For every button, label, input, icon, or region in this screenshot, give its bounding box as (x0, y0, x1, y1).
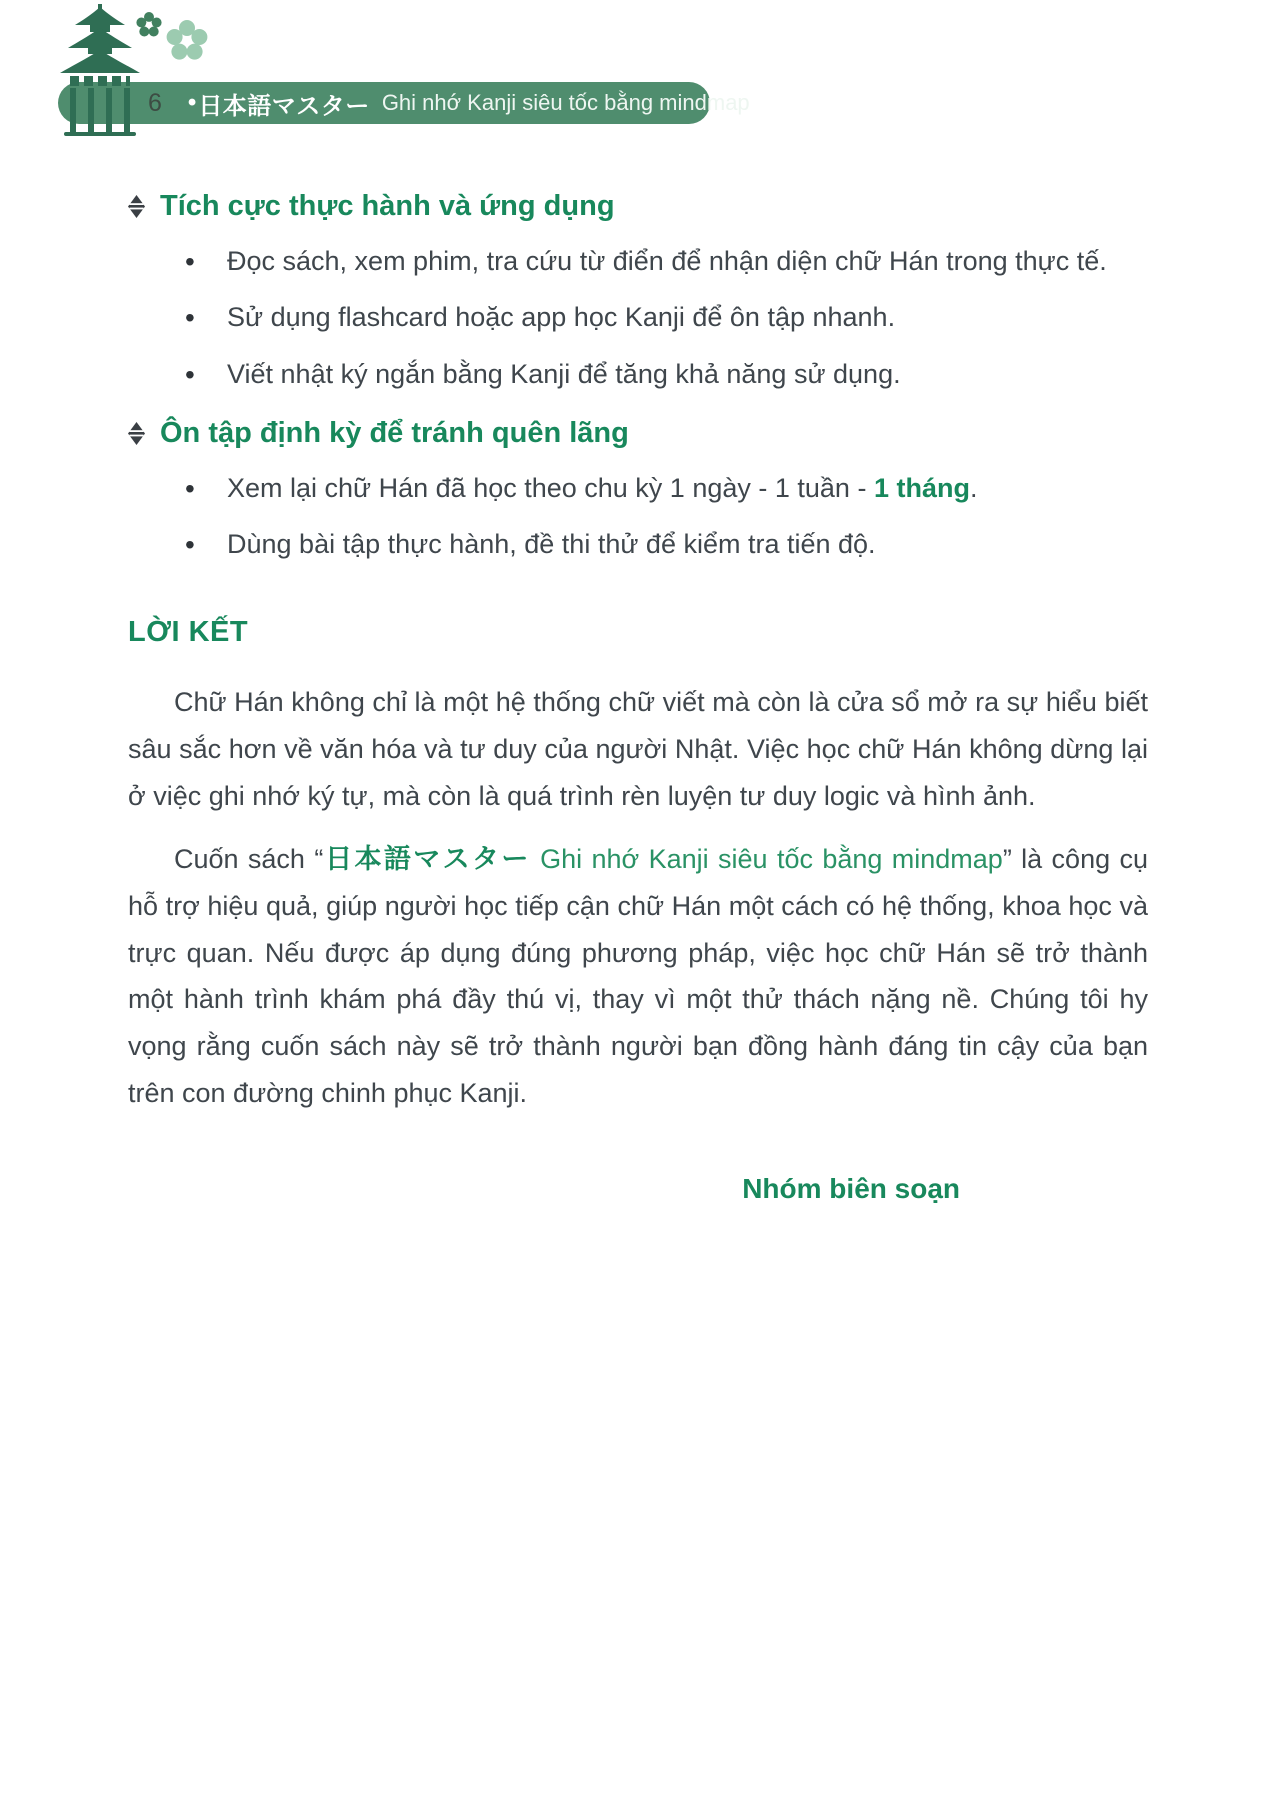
authors-signature: Nhóm biên soạn (742, 1173, 960, 1205)
list-item-text: Dùng bài tập thực hành, đề thi thử để kiểm tra tiến độ. (227, 529, 876, 560)
brand-title-japanese: 日本語マスター (198, 92, 370, 120)
list-item (185, 523, 1148, 567)
list-item-text: Viết nhật ký ngắn bằng Kanji để tăng khả năng sử dụng. (227, 358, 901, 389)
section-heading-label: Ôn tập định kỳ để tránh quên lãng (160, 416, 629, 449)
page-header (0, 0, 1275, 142)
list-item-text: Đọc sách, xem phim, tra cứu từ điển để nhận diện chữ Hán trong thực tế. (227, 246, 1107, 277)
dot-bullet-icon: • (185, 358, 195, 390)
list-item-text: Sử dụng flashcard hoặc app học Kanji để ôn tập nhanh. (227, 302, 896, 333)
brand-subtitle: Ghi nhớ Kanji siêu tốc bằng mindmap (381, 90, 750, 115)
pagoda-icon (50, 4, 150, 145)
page-number: 6 (148, 88, 162, 117)
section-heading-label: Tích cực thực hành và ứng dụng (160, 190, 615, 222)
bullet-list (128, 240, 1148, 397)
list-item (185, 240, 1148, 284)
paragraph-text: ” là công cụ hỗ trợ hiệu quả, giúp người học tiếp cận chữ Hán một cách có hệ thống, khoa học và trực quan. Nếu được áp dụng đúng phương pháp, việc học chữ Hán sẽ trở thành một hành trình khám phá đầy thú vị, thay vì một thử thách nặng nề. Chúng tôi hy vọng rằng cuốn sách này sẽ trở thành người bạn đồng hành đáng tin cậy của bạn trên con đường chinh phục Kanji. (128, 843, 1148, 1109)
highlighted-interval: 1 tháng (873, 473, 970, 504)
paragraph-text: Cuốn sách “ (174, 843, 324, 874)
dot-bullet-icon: • (185, 246, 195, 278)
header-bar (58, 82, 750, 124)
bullet-text-normal: . (969, 473, 978, 504)
section-heading-practice (128, 188, 1148, 224)
dot-bullet-icon: • (185, 473, 195, 505)
list-item-text (227, 467, 1148, 511)
flower-icon (166, 20, 208, 67)
section-heading-review (128, 415, 1148, 451)
bullet-text-normal: Xem lại chữ Hán đã học theo chu kỳ 1 ngày - 1 tuần - (227, 473, 874, 504)
flower-icon (136, 12, 162, 43)
bullet-list (128, 467, 1148, 567)
brand-bullet: • (187, 89, 197, 116)
closing-paragraph-2 (128, 836, 1148, 1118)
list-item (185, 296, 1148, 340)
diamond-stripes-icon (128, 195, 145, 218)
dot-bullet-icon: • (185, 529, 195, 561)
list-item (185, 467, 1148, 511)
closing-paragraph-1: Chữ Hán không chỉ là một hệ thống chữ viết mà còn là cửa sổ mở ra sự hiểu biết sâu sắc hơn về văn hóa và tư duy của người Nhật. Việc học chữ Hán không dừng lại ở việc ghi nhớ ký tự, mà còn là quá trình rèn luyện tư duy logic và hình ảnh. (128, 686, 1148, 811)
list-item (185, 353, 1148, 397)
page-content (0, 142, 1275, 1205)
book-title-japanese: 日本語マスター (323, 843, 531, 874)
diamond-stripes-icon (128, 422, 145, 445)
dot-bullet-icon: • (185, 302, 195, 334)
book-title-vietnamese: Ghi nhớ Kanji siêu tốc bằng mindmap (530, 843, 1003, 874)
closing-heading: LỜI KẾT (128, 615, 249, 648)
